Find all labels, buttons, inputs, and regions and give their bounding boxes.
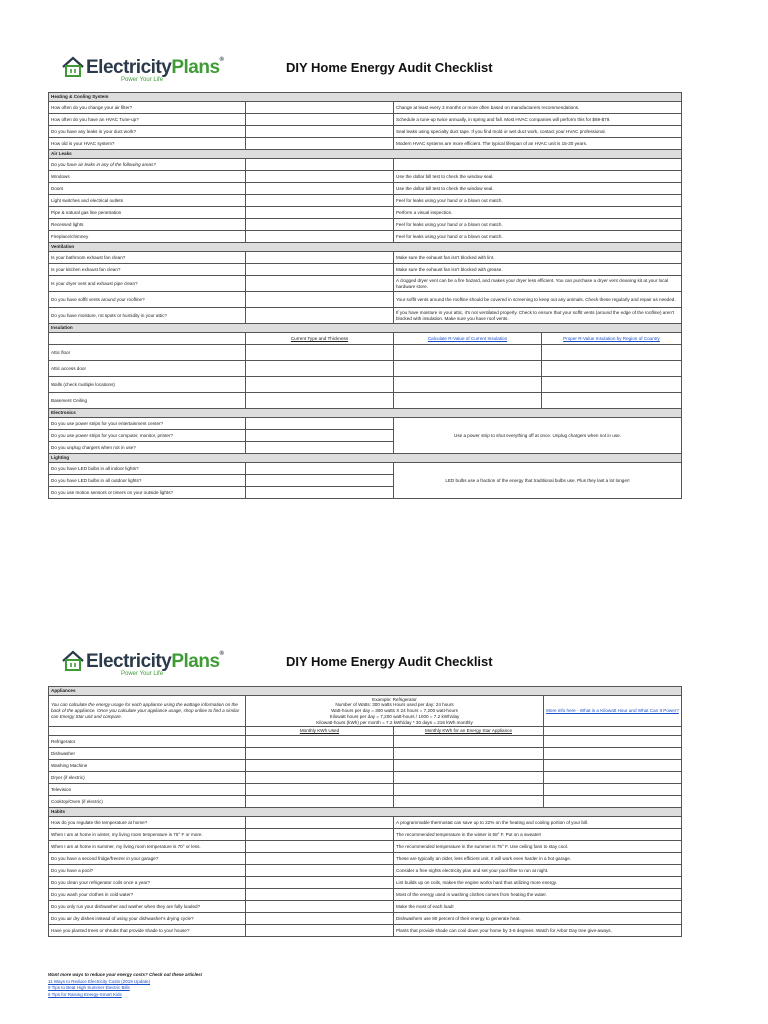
- answer-cell[interactable]: [246, 377, 394, 393]
- tip: LED bulbs use a fraction of the energy that traditional bulbs use. Plus they last a lot longer!: [394, 463, 682, 499]
- article-link[interactable]: 11 Ways to Reduce Electricity Costs (2019 Update): [48, 978, 151, 984]
- question: How old is your HVAC system?: [49, 138, 246, 150]
- answer-cell[interactable]: [246, 138, 394, 150]
- tip: Make sure the exhaust fan isn't blocked with grease.: [394, 264, 682, 276]
- answer-cell[interactable]: [246, 442, 394, 454]
- tip: Change at least every 3 months or more often based on manufacturers recommendations.: [394, 102, 682, 114]
- insulation-area: Attic access door: [49, 361, 246, 377]
- appliance: Cooktop/Oven (if electric): [49, 796, 246, 808]
- tip: Make sure the exhaust fan isn't blocked with lint.: [394, 252, 682, 264]
- answer-cell[interactable]: [246, 171, 394, 183]
- question: Do you clean your refrigerator coils once a year?: [49, 877, 246, 889]
- question: Do you use motion sensors or timers on your outside lights?: [49, 487, 246, 499]
- answer-cell[interactable]: [246, 393, 394, 409]
- checklist-page-2: [48, 646, 681, 997]
- question: Have you planted trees or shrubs that provide shade to your house?: [49, 925, 246, 937]
- answer-cell[interactable]: [394, 784, 544, 796]
- tip: If you have moisture in your attic, it's not ventilated properly. Check to ensure that your soffit vents (around the edge of the roofline) aren't blocked with insulation. Make sure you have roof vents.: [394, 308, 682, 324]
- answer-cell[interactable]: [246, 748, 394, 760]
- answer-cell[interactable]: [246, 231, 394, 243]
- answer-cell[interactable]: [246, 195, 394, 207]
- tip: Use the dollar bill test to check the window seal.: [394, 171, 682, 183]
- answer-cell[interactable]: [246, 784, 394, 796]
- answer-cell[interactable]: [246, 361, 394, 377]
- question: Pipe & natural gas line penetration: [49, 207, 246, 219]
- answer-cell[interactable]: [542, 361, 682, 377]
- answer-cell[interactable]: [246, 264, 394, 276]
- column-header: Current Type and Thickness: [246, 333, 394, 345]
- question: Is your bathroom exhaust fan clean?: [49, 252, 246, 264]
- tip: Perform a visual inspection.: [394, 207, 682, 219]
- section-air-leaks: Air Leaks: [49, 150, 682, 159]
- section-intro: You can calculate the energy usage for each appliance using the wattage information on the back of the appliance. Once you calculate your appliance usage, shop online to find a similar can Energy Star unit and compare.: [49, 696, 246, 727]
- question: Do you have a second fridge/freezer in your garage?: [49, 853, 246, 865]
- further-reading-heading: Want more ways to reduce your energy costs? Check out these articles!: [48, 972, 203, 977]
- tip: Your soffit vents around the roofline should be covered in screening to keep out any animals. Check these regularly and repair as needed.: [394, 292, 682, 308]
- tip: Plants that provide shade can cool down your home by 3-6 degrees. Watch for Arbor Day tree give-aways.: [394, 925, 682, 937]
- question: Is your dryer vent and exhaust pipe clean?: [49, 276, 246, 292]
- logo-wordmark: ElectricityPlans®: [86, 57, 224, 78]
- answer-cell[interactable]: [246, 308, 394, 324]
- question: Do you wash your clothes in cold water?: [49, 889, 246, 901]
- tip: A clogged dryer vent can be a fire hazard, and makes your dryer less efficient. You can purchase a dryer vent cleaning kit at your local hardware store.: [394, 276, 682, 292]
- section-ventilation: Ventilation: [49, 243, 682, 252]
- answer-cell[interactable]: [246, 463, 394, 475]
- answer-cell[interactable]: [542, 393, 682, 409]
- column-header: Monthly KWh for an Energy Star Appliance: [394, 727, 544, 736]
- section-lighting: Lighting: [49, 454, 682, 463]
- appliance: Washing Machine: [49, 760, 246, 772]
- article-link[interactable]: 9 Tips to Beat High Summer Electric Bills: [48, 985, 130, 991]
- house-plug-icon: [61, 56, 85, 78]
- question: Do you air dry dishes instead of using your dishwasher's drying cycle?: [49, 913, 246, 925]
- answer-cell[interactable]: [394, 393, 542, 409]
- answer-cell[interactable]: [394, 772, 544, 784]
- question: How often do you change your air filter?: [49, 102, 246, 114]
- question: Do you have LED bulbs in all outdoor lights?: [49, 475, 246, 487]
- answer-cell[interactable]: [394, 748, 544, 760]
- question: Light switches and electrical outlets: [49, 195, 246, 207]
- question: Do you have soffit vents around your roofline?: [49, 292, 246, 308]
- answer-cell[interactable]: [246, 102, 394, 114]
- logo-tagline: Power Your Life: [121, 77, 164, 83]
- r-value-region-link[interactable]: Proper R-Value Insulation by Region of Country: [542, 333, 682, 345]
- answer-cell[interactable]: [246, 772, 394, 784]
- answer-cell[interactable]: [246, 736, 394, 748]
- answer-cell[interactable]: [246, 853, 394, 865]
- answer-cell[interactable]: [246, 430, 394, 442]
- question: When I am at home in winter, my living room temperature is 75° F or more.: [49, 829, 246, 841]
- appliance: Refrigerator: [49, 736, 246, 748]
- kilowatt-hour-link[interactable]: More info here - What is a Kilowatt Hour and What Can It Power?: [544, 696, 682, 727]
- tip: The recommended temperature in the summer is 75° F. Use ceiling fans to stay cool.: [394, 841, 682, 853]
- audit-table-1: [48, 92, 682, 499]
- answer-cell[interactable]: [394, 361, 542, 377]
- tip: These are typically an older, less efficient unit. It will work even harder in a hot garage.: [394, 853, 682, 865]
- answer-cell[interactable]: [246, 418, 394, 430]
- question: Do you use power strips for your computer, monitor, printer?: [49, 430, 246, 442]
- tip: Use a power strip to shut everything off at once. Unplug chargers when not in use.: [394, 418, 682, 454]
- refrigerator-example: Example: Refrigerator Number of Watts: 300 watts Hours used per day: 24 hours Watt-hours per day = 300 watts X 24 hours = 7,200 watt-hours Kilowatt hours per day = 7,200 watt-hours / 1000 = 7.2 kWh/day Kilowatt-hours (kWh) per month = 7.2 kWh/day * 30 days = 216 kWh monthly: [246, 696, 544, 727]
- page-header: [48, 52, 681, 92]
- question: Fireplace/chimney: [49, 231, 246, 243]
- answer-cell[interactable]: [246, 796, 394, 808]
- answer-cell[interactable]: [246, 877, 394, 889]
- tip: Consider a free nights electricity plan and set your pool filter to run at night.: [394, 865, 682, 877]
- answer-cell[interactable]: [542, 345, 682, 361]
- tip: Seal leaks using specialty duct tape. If you find mold or wet duct work, contact your HVAC professional.: [394, 126, 682, 138]
- answer-cell[interactable]: [246, 889, 394, 901]
- question: Doors: [49, 183, 246, 195]
- answer-cell[interactable]: [246, 475, 394, 487]
- answer-cell[interactable]: [246, 913, 394, 925]
- question: How often do you have an HVAC Tune-up?: [49, 114, 246, 126]
- section-electronics: Electronics: [49, 409, 682, 418]
- question: Recessed lights: [49, 219, 246, 231]
- tip: Make the most of each load!: [394, 901, 682, 913]
- tip: Lint builds up on coils, makes the engine works hard thus utilizing more energy.: [394, 877, 682, 889]
- answer-cell[interactable]: [394, 377, 542, 393]
- tip: Schedule a tune-up twice annually, in spring and fall. Most HVAC companies will perform this for $69-$79.: [394, 114, 682, 126]
- question: Windows: [49, 171, 246, 183]
- answer-cell[interactable]: [246, 829, 394, 841]
- tip: Dishwashers use 80 percent of their energy to generate heat.: [394, 913, 682, 925]
- answer-cell[interactable]: [246, 345, 394, 361]
- audit-table-2: [48, 686, 682, 937]
- question: Do you unplug chargers when not in use?: [49, 442, 246, 454]
- question: Do you have LED bulbs in all indoor lights?: [49, 463, 246, 475]
- article-link[interactable]: 6 Tips for Raising Energy-Smart Kids: [48, 991, 122, 997]
- answer-cell[interactable]: [394, 760, 544, 772]
- document-title: DIY Home Energy Audit Checklist: [286, 60, 493, 75]
- question: Do you have any leaks in your duct work?: [49, 126, 246, 138]
- answer-cell[interactable]: [394, 796, 544, 808]
- answer-cell[interactable]: [246, 252, 394, 264]
- question: Do you use power strips for your entertainment center?: [49, 418, 246, 430]
- question: Do you have a pool?: [49, 865, 246, 877]
- column-header: Monthly KWh Used: [246, 727, 394, 736]
- answer-cell[interactable]: [246, 219, 394, 231]
- question: Is your kitchen exhaust fan clean?: [49, 264, 246, 276]
- section-insulation: Insulation: [49, 324, 682, 333]
- tip: Feel for leaks using your hand or a blown out match.: [394, 195, 682, 207]
- tip: The recommended temperature in the winter is 68° F. Put on a sweater!: [394, 829, 682, 841]
- section-intro: Do you have air leaks in any of the following areas?: [49, 159, 246, 171]
- answer-cell[interactable]: [246, 114, 394, 126]
- document-title: DIY Home Energy Audit Checklist: [286, 654, 493, 669]
- answer-cell[interactable]: [246, 925, 394, 937]
- answer-cell[interactable]: [246, 276, 394, 292]
- tip: Use the dollar bill test to check the window seal.: [394, 183, 682, 195]
- r-value-calc-link[interactable]: Calculate R-Value of Current Insulation: [394, 333, 542, 345]
- logo-tagline: Power Your Life: [121, 671, 164, 677]
- question: When I am at home in summer, my living room temperature is 70° or less.: [49, 841, 246, 853]
- answer-cell[interactable]: [246, 207, 394, 219]
- question: Do you only run your dishwasher and washer when they are fully loaded?: [49, 901, 246, 913]
- answer-cell[interactable]: [246, 183, 394, 195]
- appliance: Television: [49, 784, 246, 796]
- section-appliances: Appliances: [49, 687, 682, 696]
- answer-cell[interactable]: [246, 760, 394, 772]
- section-heating: Heating & Cooling System: [49, 93, 682, 102]
- answer-cell[interactable]: [394, 736, 544, 748]
- tip: Modern HVAC systems are more efficient. The typical lifespan of an HVAC unit is 15-20 years.: [394, 138, 682, 150]
- answer-cell[interactable]: [542, 377, 682, 393]
- answer-cell[interactable]: [394, 345, 542, 361]
- section-habits: Habits: [49, 808, 682, 817]
- answer-cell[interactable]: [246, 292, 394, 308]
- answer-cell[interactable]: [246, 817, 394, 829]
- tip: Feel for leaks using your hand or a blown out match.: [394, 231, 682, 243]
- page-header: [48, 646, 681, 686]
- answer-cell[interactable]: [246, 901, 394, 913]
- tip: A programmable thermostat can save up to 22% on the heating and cooling portion of your bill.: [394, 817, 682, 829]
- answer-cell[interactable]: [246, 126, 394, 138]
- house-plug-icon: [61, 650, 85, 672]
- answer-cell[interactable]: [246, 487, 394, 499]
- answer-cell[interactable]: [246, 841, 394, 853]
- appliance: Dishwasher: [49, 748, 246, 760]
- insulation-area: Attic floor: [49, 345, 246, 361]
- insulation-area: Walls (check multiple locations): [49, 377, 246, 393]
- answer-cell[interactable]: [246, 865, 394, 877]
- tip: Most of the energy used in washing clothes comes from heating the water.: [394, 889, 682, 901]
- insulation-area: Basement Ceiling: [49, 393, 246, 409]
- logo-wordmark: ElectricityPlans®: [86, 651, 224, 672]
- appliance: Dryer (if electric): [49, 772, 246, 784]
- checklist-page-1: [48, 52, 681, 499]
- question: Do you have moisture, rot spots or humidity in your attic?: [49, 308, 246, 324]
- tip: Feel for leaks using your hand or a blown out match.: [394, 219, 682, 231]
- further-reading: [48, 972, 202, 998]
- question: How do you regulate the temperature at home?: [49, 817, 246, 829]
